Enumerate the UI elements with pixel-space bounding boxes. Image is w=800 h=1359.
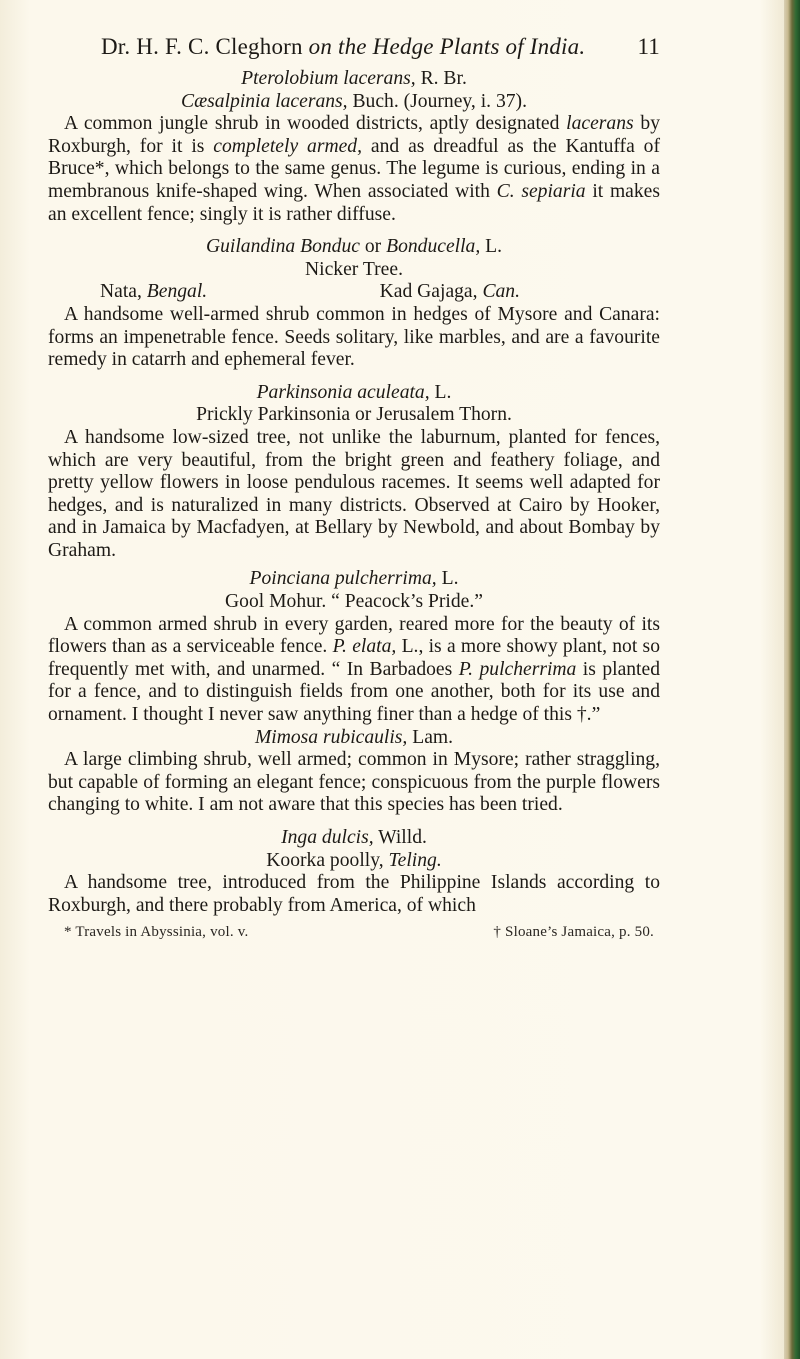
entry-text: A handsome tree, introduced from the Philippine Islands according to Roxburgh, and there probably from America, of which: [48, 872, 660, 916]
entry-poinciana: [48, 568, 660, 726]
entry-pterolobium: [48, 68, 660, 226]
entry-text: A common jungle shrub in wooded districts, aptly designated lacerans by Roxburgh, for it is completely armed, and as dreadful as the Kantuffa of Bruce*, which belongs to the same genus. The legume is curious, ending in a membranous knife-shaped wing. When associated with C. sepiaria it makes an excellent fence; singly it is rather diffuse.: [48, 113, 660, 225]
page-number: 11: [637, 34, 660, 59]
entry-text: A handsome low-sized tree, not unlike the laburnum, planted for fences, which are very beautiful, from the bright green and feathery foliage, and pretty yellow flowers in loose pendulous racemes. It seems well adapted for hedges, and is naturalized in many districts. Observed at Cairo by Hooker, and in Jamaica by Macfadyen, at Bellary by Newbold, and about Bombay by Graham.: [48, 426, 660, 561]
running-title: Dr. H. F. C. Cleghorn on the Hedge Plants of India.: [101, 34, 586, 59]
footnote-right: † Sloane’s Jamaica, p. 50.: [493, 924, 654, 941]
entry-common-name: Koorka poolly, Teling.: [266, 849, 442, 871]
vernacular-canarese: Kad Gajaga, Can.: [379, 281, 520, 303]
entry-guilandina: [48, 236, 660, 372]
text-column: [48, 34, 660, 944]
vernacular-bengal: Nata, Bengal.: [100, 281, 208, 303]
entry-text: A common armed shrub in every garden, reared more for the beauty of its flowers than as a serviceable fence. P. elata, L., is a more showy plant, not so frequently met with, and unarmed. “ In Barbadoes P. pulcherrima is planted for a fence, and to distinguish fields from one another, both for its use and ornament. I thought I never saw anything finer than a hedge of this †.”: [48, 613, 660, 726]
entry-parkinsonia: [48, 382, 660, 563]
entry-mimosa: [48, 727, 660, 817]
entry-common-name: Nicker Tree.: [305, 258, 403, 280]
entry-heading: Guilandina Bonduc or Bonducella, L.: [205, 236, 503, 258]
page-edge: [784, 0, 800, 1359]
entry-synonym: Cæsalpinia lacerans, Buch. (Journey, i. 37).: [181, 90, 527, 112]
entry-heading: Pterolobium lacerans, R. Br.: [241, 68, 467, 89]
entry-vernacular: [48, 281, 660, 304]
entry-heading: Inga dulcis, Willd.: [281, 827, 427, 848]
entry-common-name: Prickly Parkinsonia or Jerusalem Thorn.: [196, 404, 512, 426]
entry-text: A handsome well-armed shrub common in hedges of Mysore and Canara: forms an impenetrable fence. Seeds solitary, like marbles, and are a favourite remedy in catarrh and ephemeral fever.: [48, 303, 660, 371]
entry-text: A large climbing shrub, well armed; common in Mysore; rather straggling, but capable of forming an elegant fence; conspicuous from the purple flowers changing to white. I am not aware that this species has been tried.: [48, 749, 660, 816]
running-header: [48, 34, 660, 68]
entry-common-name: Gool Mohur. “ Peacock’s Pride.”: [225, 591, 483, 613]
entry-heading: Poinciana pulcherrima, L.: [249, 568, 459, 590]
footnote-left: * Travels in Abyssinia, vol. v.: [64, 924, 249, 941]
entry-heading: Parkinsonia aculeata, L.: [256, 381, 452, 403]
page-body: [48, 68, 660, 944]
footnotes: [48, 921, 660, 944]
entry-inga: [48, 827, 660, 917]
entry-heading: Mimosa rubicaulis, Lam.: [254, 726, 454, 748]
